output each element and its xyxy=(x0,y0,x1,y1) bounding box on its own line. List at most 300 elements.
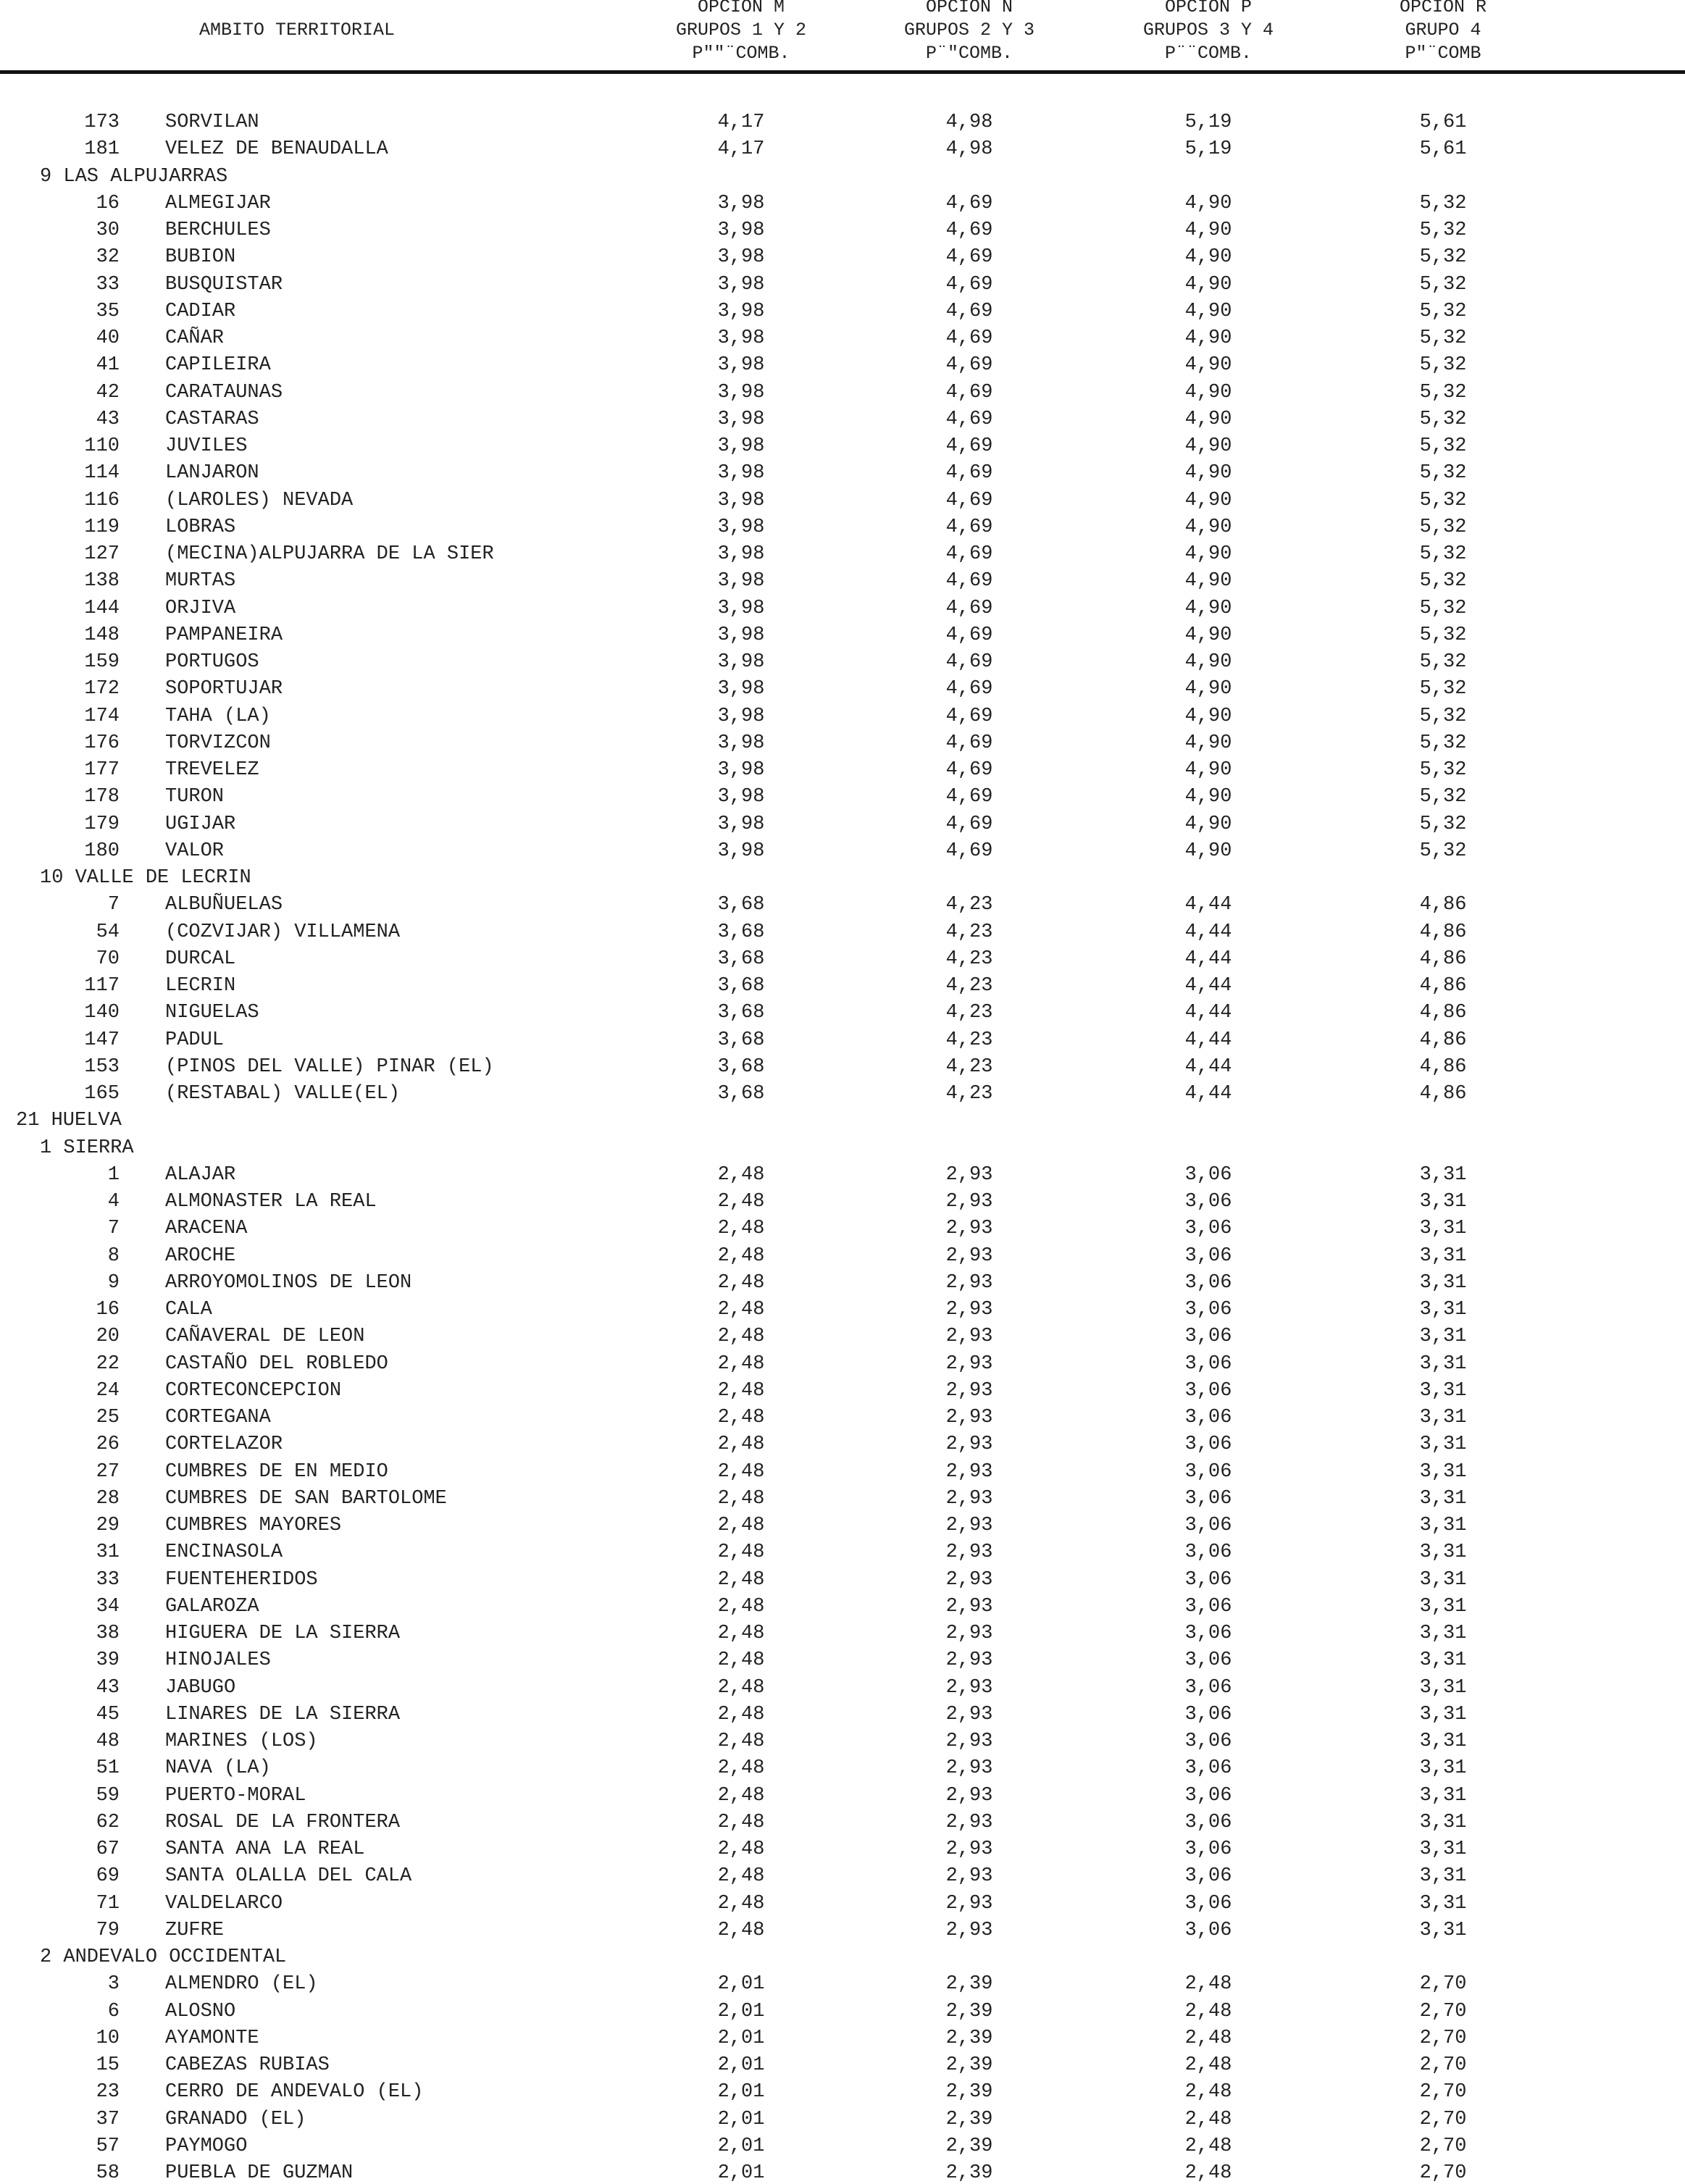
municipality-name: ALBUÑUELAS xyxy=(165,894,283,916)
option-value: 4,69 xyxy=(945,678,993,700)
option-value: 2,93 xyxy=(945,1407,993,1428)
option-value: 2,01 xyxy=(717,1973,765,1996)
option-value: 3,06 xyxy=(1184,1892,1232,1915)
option-value: 3,06 xyxy=(1184,1326,1232,1348)
municipality-code: 38 xyxy=(96,1623,120,1644)
option-value: 3,98 xyxy=(717,732,765,754)
option-value: 3,31 xyxy=(1419,1892,1467,1915)
municipality-code: 26 xyxy=(96,1434,120,1456)
option-value: 4,23 xyxy=(945,1002,993,1024)
municipality-name: GRANADO (EL) xyxy=(165,2108,306,2130)
option-value: 2,93 xyxy=(945,1595,993,1618)
municipality-code: 16 xyxy=(96,1299,120,1321)
option-value: 3,68 xyxy=(717,1029,765,1051)
option-value: 4,69 xyxy=(945,300,993,322)
option-value: 2,93 xyxy=(945,1352,993,1375)
option-value: 2,39 xyxy=(945,2027,993,2049)
municipality-name: BERCHULES xyxy=(165,219,271,241)
municipality-name: SANTA OLALLA DEL CALA xyxy=(165,1865,412,1888)
municipality-name: CAÑAR xyxy=(165,327,225,349)
municipality-name: ARROYOMOLINOS DE LEON xyxy=(165,1271,412,1294)
municipality-name: FUENTEHERIDOS xyxy=(165,1568,318,1591)
municipality-code: 117 xyxy=(84,975,120,997)
option-value: 5,32 xyxy=(1419,192,1467,214)
option-value: 3,68 xyxy=(717,947,765,970)
option-value: 4,44 xyxy=(1184,947,1232,970)
municipality-code: 165 xyxy=(84,1083,120,1105)
option-value: 3,06 xyxy=(1184,1676,1232,1699)
option-value: 5,32 xyxy=(1419,786,1467,808)
option-value: 4,90 xyxy=(1184,759,1232,781)
option-value: 3,06 xyxy=(1184,1218,1232,1240)
municipality-name: PADUL xyxy=(165,1029,225,1051)
municipality-code: 178 xyxy=(84,786,120,808)
option-value: 5,32 xyxy=(1419,813,1467,835)
municipality-name: LECRIN xyxy=(165,975,236,997)
option-value: 3,06 xyxy=(1184,1811,1232,1833)
column-header-l3: P"¨COMB xyxy=(1405,43,1481,64)
option-value: 2,39 xyxy=(945,2054,993,2076)
option-value: 5,32 xyxy=(1419,300,1467,322)
option-value: 3,31 xyxy=(1419,1731,1467,1752)
option-value: 3,31 xyxy=(1419,1757,1467,1780)
option-value: 5,32 xyxy=(1419,543,1467,565)
column-header-l3: P¨"COMB. xyxy=(925,43,1013,64)
option-value: 4,90 xyxy=(1184,327,1232,349)
option-value: 4,90 xyxy=(1184,705,1232,727)
option-value: 4,86 xyxy=(1419,1055,1467,1078)
municipality-name: ENCINASOLA xyxy=(165,1541,283,1564)
option-value: 2,93 xyxy=(945,1515,993,1536)
municipality-name: NAVA (LA) xyxy=(165,1757,271,1780)
municipality-name: MARINES (LOS) xyxy=(165,1731,318,1752)
municipality-code: 37 xyxy=(96,2108,120,2130)
municipality-code: 140 xyxy=(84,1002,120,1024)
option-value: 2,48 xyxy=(1184,2135,1232,2157)
option-value: 4,23 xyxy=(945,1083,993,1105)
municipality-code: 70 xyxy=(96,947,120,970)
municipality-code: 174 xyxy=(84,705,120,727)
option-value: 3,31 xyxy=(1419,1676,1467,1699)
option-value: 3,68 xyxy=(717,921,765,943)
option-value: 2,39 xyxy=(945,2081,993,2104)
option-value: 5,19 xyxy=(1184,112,1232,133)
option-value: 2,70 xyxy=(1419,2027,1467,2049)
option-value: 3,06 xyxy=(1184,1865,1232,1888)
municipality-code: 71 xyxy=(96,1892,120,1915)
option-value: 3,31 xyxy=(1419,1784,1467,1807)
option-value: 3,31 xyxy=(1419,1568,1467,1591)
municipality-code: 144 xyxy=(84,597,120,619)
option-value: 3,31 xyxy=(1419,1407,1467,1428)
municipality-code: 172 xyxy=(84,678,120,700)
option-value: 3,68 xyxy=(717,1002,765,1024)
option-value: 3,06 xyxy=(1184,1352,1232,1375)
municipality-code: 43 xyxy=(96,408,120,430)
municipality-code: 59 xyxy=(96,1784,120,1807)
column-header-l1: OPCION P xyxy=(1164,0,1253,17)
option-value: 3,98 xyxy=(717,489,765,511)
municipality-code: 119 xyxy=(84,516,120,538)
option-value: 2,93 xyxy=(945,1623,993,1644)
option-value: 2,48 xyxy=(717,1757,765,1780)
option-value: 3,98 xyxy=(717,192,765,214)
option-value: 3,98 xyxy=(717,570,765,593)
option-value: 3,06 xyxy=(1184,1541,1232,1564)
option-value: 5,32 xyxy=(1419,678,1467,700)
municipality-name: LANJARON xyxy=(165,462,259,485)
option-value: 2,93 xyxy=(945,1218,993,1240)
option-value: 2,48 xyxy=(717,1568,765,1591)
option-value: 3,98 xyxy=(717,759,765,781)
option-value: 2,48 xyxy=(1184,2108,1232,2130)
option-value: 4,90 xyxy=(1184,516,1232,538)
option-value: 2,01 xyxy=(717,2081,765,2104)
municipality-name: (MECINA)ALPUJARRA DE LA SIER xyxy=(165,543,494,565)
option-value: 2,48 xyxy=(717,1541,765,1564)
option-value: 2,70 xyxy=(1419,2000,1467,2022)
municipality-code: 1 xyxy=(107,1163,120,1186)
municipality-name: CORTEGANA xyxy=(165,1407,271,1428)
option-value: 3,31 xyxy=(1419,1811,1467,1833)
option-value: 4,90 xyxy=(1184,192,1232,214)
option-value: 3,31 xyxy=(1419,1163,1467,1186)
option-value: 2,01 xyxy=(717,2135,765,2157)
municipality-name: AROCHE xyxy=(165,1244,236,1267)
option-value: 2,48 xyxy=(1184,2000,1232,2022)
municipality-code: 114 xyxy=(84,462,120,485)
municipality-code: 48 xyxy=(96,1731,120,1752)
option-value: 2,39 xyxy=(945,2162,993,2184)
option-value: 5,32 xyxy=(1419,327,1467,349)
option-value: 5,32 xyxy=(1419,624,1467,646)
option-value: 4,69 xyxy=(945,705,993,727)
option-value: 3,06 xyxy=(1184,1731,1232,1752)
municipality-name: AYAMONTE xyxy=(165,2027,259,2049)
municipality-name: TURON xyxy=(165,786,225,808)
option-value: 3,98 xyxy=(717,381,765,403)
option-value: 2,93 xyxy=(945,1676,993,1699)
option-value: 4,69 xyxy=(945,327,993,349)
option-value: 3,98 xyxy=(717,786,765,808)
option-value: 4,69 xyxy=(945,543,993,565)
option-value: 3,31 xyxy=(1419,1271,1467,1294)
municipality-code: 23 xyxy=(96,2081,120,2104)
option-value: 2,48 xyxy=(717,1244,765,1267)
option-value: 2,48 xyxy=(1184,2162,1232,2184)
municipality-name: LOBRAS xyxy=(165,516,236,538)
municipality-code: 3 xyxy=(107,1973,120,1996)
municipality-name: DURCAL xyxy=(165,947,236,970)
option-value: 2,48 xyxy=(717,1919,765,1941)
option-value: 4,17 xyxy=(717,112,765,133)
option-value: 3,31 xyxy=(1419,1379,1467,1402)
municipality-code: 35 xyxy=(96,300,120,322)
option-value: 2,93 xyxy=(945,1919,993,1941)
option-value: 3,98 xyxy=(717,840,765,862)
option-value: 3,31 xyxy=(1419,1218,1467,1240)
option-value: 3,06 xyxy=(1184,1163,1232,1186)
municipality-code: 34 xyxy=(96,1595,120,1618)
option-value: 5,32 xyxy=(1419,246,1467,269)
option-value: 2,48 xyxy=(717,1515,765,1536)
option-value: 2,48 xyxy=(717,1865,765,1888)
option-value: 2,93 xyxy=(945,1865,993,1888)
option-value: 2,93 xyxy=(945,1326,993,1348)
option-value: 2,48 xyxy=(717,1703,765,1725)
option-value: 4,90 xyxy=(1184,678,1232,700)
municipality-code: 40 xyxy=(96,327,120,349)
option-value: 2,70 xyxy=(1419,2081,1467,2104)
municipality-code: 16 xyxy=(96,192,120,214)
group-label: 1 SIERRA xyxy=(40,1137,134,1159)
option-value: 4,69 xyxy=(945,462,993,485)
option-value: 2,39 xyxy=(945,2000,993,2022)
municipality-name: TAHA (LA) xyxy=(165,705,271,727)
group-label: 2 ANDEVALO OCCIDENTAL xyxy=(40,1946,287,1968)
municipality-name: ORJIVA xyxy=(165,597,236,619)
option-value: 4,69 xyxy=(945,435,993,457)
municipality-code: 39 xyxy=(96,1649,120,1672)
option-value: 3,06 xyxy=(1184,1515,1232,1536)
column-header-l1: OPCION N xyxy=(925,0,1013,17)
option-value: 5,32 xyxy=(1419,462,1467,485)
column-header-l3: P¨¨COMB. xyxy=(1164,43,1253,64)
option-value: 3,06 xyxy=(1184,1434,1232,1456)
option-value: 2,93 xyxy=(945,1892,993,1915)
option-value: 2,48 xyxy=(717,1191,765,1213)
option-value: 4,44 xyxy=(1184,975,1232,997)
option-value: 3,06 xyxy=(1184,1299,1232,1321)
municipality-code: 181 xyxy=(84,138,120,161)
option-value: 4,44 xyxy=(1184,1002,1232,1024)
option-value: 2,48 xyxy=(717,1595,765,1618)
option-value: 4,69 xyxy=(945,273,993,296)
municipality-name: CARATAUNAS xyxy=(165,381,283,403)
option-value: 5,32 xyxy=(1419,273,1467,296)
municipality-code: 8 xyxy=(107,1244,120,1267)
option-value: 2,93 xyxy=(945,1244,993,1267)
option-value: 4,69 xyxy=(945,597,993,619)
option-value: 2,39 xyxy=(945,1973,993,1996)
option-value: 3,31 xyxy=(1419,1299,1467,1321)
option-value: 3,68 xyxy=(717,1055,765,1078)
option-value: 4,69 xyxy=(945,489,993,511)
municipality-name: HINOJALES xyxy=(165,1649,271,1672)
municipality-name: TREVELEZ xyxy=(165,759,259,781)
municipality-code: 54 xyxy=(96,921,120,943)
option-value: 4,90 xyxy=(1184,462,1232,485)
municipality-code: 27 xyxy=(96,1460,120,1483)
option-value: 3,68 xyxy=(717,975,765,997)
option-value: 4,90 xyxy=(1184,489,1232,511)
option-value: 3,06 xyxy=(1184,1568,1232,1591)
municipality-name: HIGUERA DE LA SIERRA xyxy=(165,1623,401,1644)
option-value: 4,69 xyxy=(945,759,993,781)
option-value: 4,44 xyxy=(1184,1029,1232,1051)
municipality-code: 33 xyxy=(96,1568,120,1591)
option-value: 3,68 xyxy=(717,1083,765,1105)
municipality-code: 127 xyxy=(84,543,120,565)
option-value: 3,06 xyxy=(1184,1757,1232,1780)
municipality-name: GALAROZA xyxy=(165,1595,259,1618)
municipality-code: 153 xyxy=(84,1055,120,1078)
municipality-code: 148 xyxy=(84,624,120,646)
option-value: 2,39 xyxy=(945,2135,993,2157)
option-value: 2,48 xyxy=(717,1299,765,1321)
option-value: 2,93 xyxy=(945,1731,993,1752)
option-value: 2,93 xyxy=(945,1649,993,1672)
option-value: 3,31 xyxy=(1419,1595,1467,1618)
municipality-name: (COZVIJAR) VILLAMENA xyxy=(165,921,401,943)
option-value: 5,32 xyxy=(1419,759,1467,781)
option-value: 4,90 xyxy=(1184,813,1232,835)
option-value: 2,70 xyxy=(1419,2108,1467,2130)
option-value: 4,86 xyxy=(1419,921,1467,943)
option-value: 2,48 xyxy=(717,1407,765,1428)
municipality-code: 42 xyxy=(96,381,120,403)
option-value: 5,32 xyxy=(1419,597,1467,619)
group-label: 21 HUELVA xyxy=(16,1110,122,1132)
municipality-name: ZUFRE xyxy=(165,1919,225,1941)
option-value: 2,01 xyxy=(717,2108,765,2130)
option-value: 3,06 xyxy=(1184,1191,1232,1213)
option-value: 4,90 xyxy=(1184,543,1232,565)
option-value: 3,98 xyxy=(717,354,765,377)
municipality-code: 32 xyxy=(96,246,120,269)
option-value: 3,31 xyxy=(1419,1191,1467,1213)
option-value: 2,48 xyxy=(717,1434,765,1456)
municipality-name: JUVILES xyxy=(165,435,248,457)
option-value: 3,98 xyxy=(717,462,765,485)
municipality-code: 4 xyxy=(107,1191,120,1213)
option-value: 4,69 xyxy=(945,381,993,403)
municipality-code: 43 xyxy=(96,1676,120,1699)
municipality-code: 147 xyxy=(84,1029,120,1051)
option-value: 4,23 xyxy=(945,894,993,916)
municipality-name: PUEBLA DE GUZMAN xyxy=(165,2162,354,2184)
option-value: 2,01 xyxy=(717,2027,765,2049)
municipality-code: 79 xyxy=(96,1919,120,1941)
municipality-code: 67 xyxy=(96,1838,120,1860)
municipality-code: 110 xyxy=(84,435,120,457)
option-value: 4,44 xyxy=(1184,1083,1232,1105)
column-header-l1: OPCION M xyxy=(697,0,785,17)
municipality-name: PAYMOGO xyxy=(165,2135,248,2157)
option-value: 2,70 xyxy=(1419,2054,1467,2076)
option-value: 4,69 xyxy=(945,246,993,269)
option-value: 2,70 xyxy=(1419,2162,1467,2184)
option-value: 5,32 xyxy=(1419,570,1467,593)
option-value: 3,31 xyxy=(1419,1623,1467,1644)
header-ambito: AMBITO TERRITORIAL xyxy=(198,20,396,41)
option-value: 4,98 xyxy=(945,138,993,161)
option-value: 3,31 xyxy=(1419,1649,1467,1672)
option-value: 4,90 xyxy=(1184,273,1232,296)
option-value: 2,93 xyxy=(945,1271,993,1294)
option-value: 4,69 xyxy=(945,651,993,673)
option-value: 2,93 xyxy=(945,1838,993,1860)
municipality-code: 25 xyxy=(96,1407,120,1428)
municipality-code: 24 xyxy=(96,1379,120,1402)
option-value: 4,90 xyxy=(1184,246,1232,269)
municipality-code: 45 xyxy=(96,1703,120,1725)
option-value: 4,90 xyxy=(1184,840,1232,862)
option-value: 4,23 xyxy=(945,1029,993,1051)
municipality-code: 116 xyxy=(84,489,120,511)
municipality-code: 9 xyxy=(107,1271,120,1294)
municipality-name: ROSAL DE LA FRONTERA xyxy=(165,1811,401,1833)
option-value: 4,90 xyxy=(1184,786,1232,808)
option-value: 3,06 xyxy=(1184,1595,1232,1618)
option-value: 4,44 xyxy=(1184,894,1232,916)
option-value: 3,06 xyxy=(1184,1623,1232,1644)
municipality-name: CERRO DE ANDEVALO (EL) xyxy=(165,2081,424,2104)
municipality-name: ALMEGIJAR xyxy=(165,192,271,214)
option-value: 4,90 xyxy=(1184,219,1232,241)
municipality-name: CUMBRES DE SAN BARTOLOME xyxy=(165,1487,447,1510)
option-value: 3,31 xyxy=(1419,1244,1467,1267)
option-value: 4,90 xyxy=(1184,651,1232,673)
municipality-code: 58 xyxy=(96,2162,120,2184)
municipality-name: NIGUELAS xyxy=(165,1002,259,1024)
option-value: 5,61 xyxy=(1419,112,1467,133)
municipality-code: 6 xyxy=(107,2000,120,2022)
municipality-name: SORVILAN xyxy=(165,112,259,133)
option-value: 4,69 xyxy=(945,219,993,241)
municipality-name: BUBION xyxy=(165,246,236,269)
option-value: 3,98 xyxy=(717,813,765,835)
column-header-l3: P""¨COMB. xyxy=(692,43,790,64)
option-value: 3,06 xyxy=(1184,1703,1232,1725)
option-value: 3,06 xyxy=(1184,1407,1232,1428)
municipality-code: 51 xyxy=(96,1757,120,1780)
option-value: 2,93 xyxy=(945,1163,993,1186)
option-value: 2,93 xyxy=(945,1757,993,1780)
municipality-code: 28 xyxy=(96,1487,120,1510)
option-value: 3,98 xyxy=(717,435,765,457)
option-value: 2,93 xyxy=(945,1541,993,1564)
option-value: 3,98 xyxy=(717,624,765,646)
option-value: 2,48 xyxy=(717,1838,765,1860)
option-value: 5,32 xyxy=(1419,705,1467,727)
option-value: 3,98 xyxy=(717,651,765,673)
municipality-code: 57 xyxy=(96,2135,120,2157)
municipality-code: 22 xyxy=(96,1352,120,1375)
municipality-name: CAPILEIRA xyxy=(165,354,271,377)
option-value: 2,93 xyxy=(945,1379,993,1402)
option-value: 2,93 xyxy=(945,1434,993,1456)
municipality-code: 176 xyxy=(84,732,120,754)
option-value: 3,98 xyxy=(717,327,765,349)
option-value: 3,31 xyxy=(1419,1487,1467,1510)
option-value: 3,98 xyxy=(717,300,765,322)
option-value: 2,48 xyxy=(717,1271,765,1294)
option-value: 4,44 xyxy=(1184,1055,1232,1078)
option-value: 2,48 xyxy=(717,1731,765,1752)
option-value: 2,48 xyxy=(717,1676,765,1699)
option-value: 3,98 xyxy=(717,273,765,296)
option-value: 3,98 xyxy=(717,246,765,269)
option-value: 3,31 xyxy=(1419,1865,1467,1888)
municipality-code: 173 xyxy=(84,112,120,133)
option-value: 3,68 xyxy=(717,894,765,916)
option-value: 4,90 xyxy=(1184,300,1232,322)
municipality-name: CORTELAZOR xyxy=(165,1434,283,1456)
column-header-l2: GRUPOS 2 Y 3 xyxy=(903,20,1035,41)
municipality-code: 177 xyxy=(84,759,120,781)
option-value: 4,69 xyxy=(945,786,993,808)
